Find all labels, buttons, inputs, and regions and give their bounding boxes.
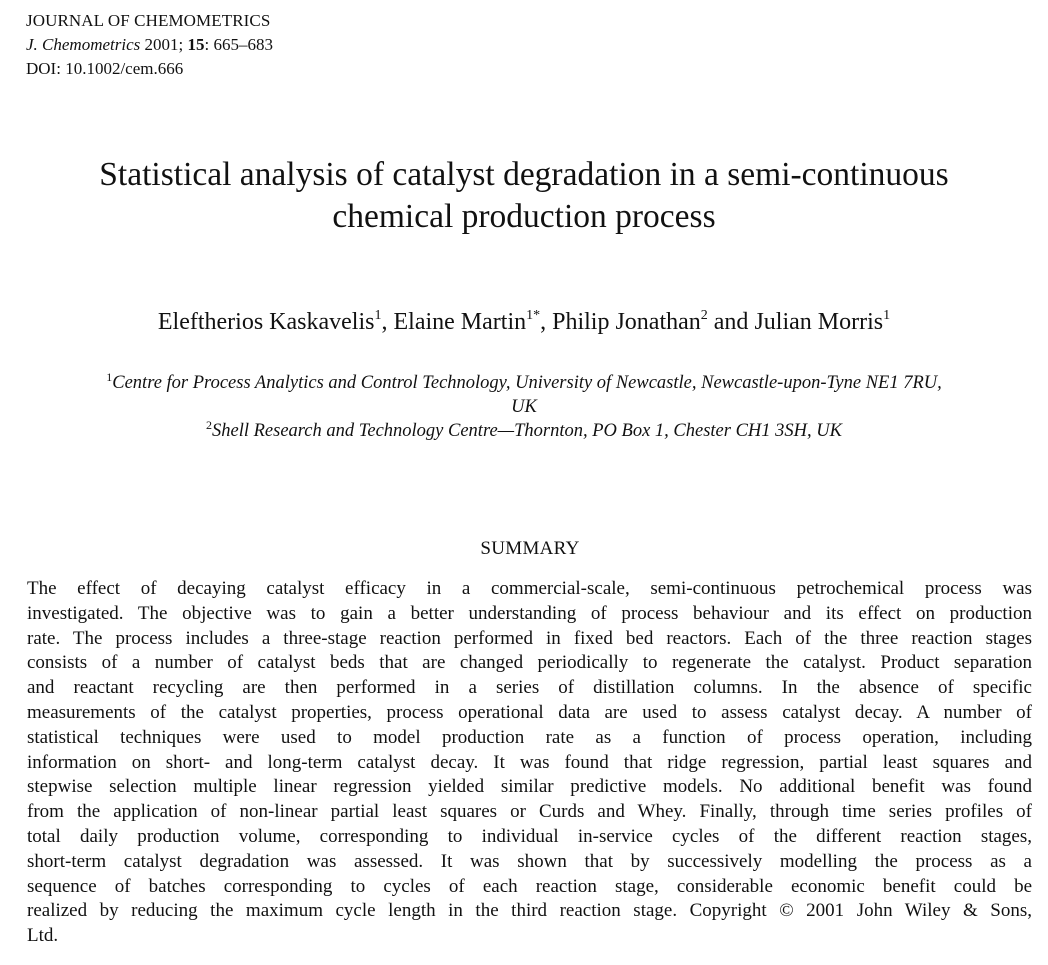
title-line-1: Statistical analysis of catalyst degradation in a semi-continuous	[99, 156, 949, 193]
affiliation-1-line-1	[0, 371, 1048, 395]
affiliation-2-mark: 2	[206, 418, 212, 432]
summary-line: total daily production volume, corresponding to individual in-service cycles of the different reaction stages,	[27, 825, 1032, 847]
summary-line: realized by reducing the maximum cycle length in the third reaction stage. Copyright © 2001 John Wiley & Sons,	[27, 900, 1032, 922]
author-separator: ,	[540, 309, 553, 335]
author-affiliation-mark: 1	[374, 308, 382, 323]
paper-title	[0, 154, 1048, 238]
summary-line: from the application of non-linear partial least squares or Curds and Whey. Finally, through time series profiles of	[27, 801, 1032, 823]
summary-body	[27, 577, 1032, 949]
author-affiliation-mark: 1	[883, 308, 891, 323]
summary-line: rate. The process includes a three-stage reaction performed in fixed bed reactors. Each of the three reaction stages	[27, 627, 1032, 649]
affiliation-2-text: Shell Research and Technology Centre—Thornton, PO Box 1, Chester CH1 3SH, UK	[212, 421, 842, 441]
summary-line: and reactant recycling are then performed in a series of distillation columns. In the absence of specific	[27, 677, 1032, 699]
summary-line: consists of a number of catalyst beds that are changed periodically to regenerate the catalyst. Product separation	[27, 652, 1032, 674]
affiliation-1-line-2: UK	[511, 397, 537, 417]
affiliation-1-text: Centre for Process Analytics and Control Technology, University of Newcastle, Newcastle-upon-Tyne NE1 7RU,	[112, 373, 942, 393]
affiliation-1-mark: 1	[106, 370, 113, 384]
summary-line: measurements of the catalyst properties, process operational data are used to assess catalyst decay. A number of	[27, 701, 1032, 723]
summary-line: stepwise selection multiple linear regression yielded similar predictive models. No additional benefit was found	[27, 776, 1032, 798]
journal-name: JOURNAL OF CHEMOMETRICS	[26, 11, 271, 30]
doi: DOI: 10.1002/cem.666	[26, 59, 184, 78]
journal-abbrev: J. Chemometrics	[26, 35, 141, 54]
journal-header	[26, 9, 273, 81]
citation-pages: : 665–683	[204, 35, 273, 54]
author-name: Eleftherios Kaskavelis	[157, 309, 375, 335]
author-separator: and	[707, 309, 755, 335]
author-affiliation-mark: 1*	[526, 308, 541, 323]
author-affiliation-mark: 2	[700, 308, 708, 323]
author-name: Julian Morris	[754, 309, 884, 335]
summary-line: statistical techniques were used to model production rate as a function of process operation, including	[27, 726, 1032, 748]
citation-volume: 15	[187, 35, 205, 54]
summary-line: sequence of batches corresponding to cycles of each reaction stage, considerable economic benefit could be	[27, 875, 1032, 897]
author-separator: ,	[381, 309, 394, 335]
summary-line: information on short- and long-term catalyst decay. It was found that ridge regression, partial least squares and	[27, 751, 1032, 773]
summary-line: The effect of decaying catalyst efficacy in a commercial-scale, semi-continuous petrochemical process was	[27, 578, 1032, 599]
summary-line: short-term catalyst degradation was assessed. It was shown that by successively modelling the process as a	[27, 850, 1032, 872]
author-list	[0, 306, 1048, 338]
author-name: Philip Jonathan	[552, 309, 701, 335]
citation-year: 2001;	[144, 35, 184, 54]
affiliation-2-line	[0, 419, 1048, 443]
title-line-2: chemical production process	[332, 198, 716, 235]
journal-citation	[26, 33, 273, 57]
author-name: Elaine Martin	[393, 309, 527, 335]
summary-heading: SUMMARY	[480, 538, 580, 559]
summary-line: Ltd.	[27, 925, 59, 947]
affiliations	[0, 371, 1048, 443]
summary-line: investigated. The objective was to gain a better understanding of process behaviour and its effect on production	[27, 602, 1032, 624]
